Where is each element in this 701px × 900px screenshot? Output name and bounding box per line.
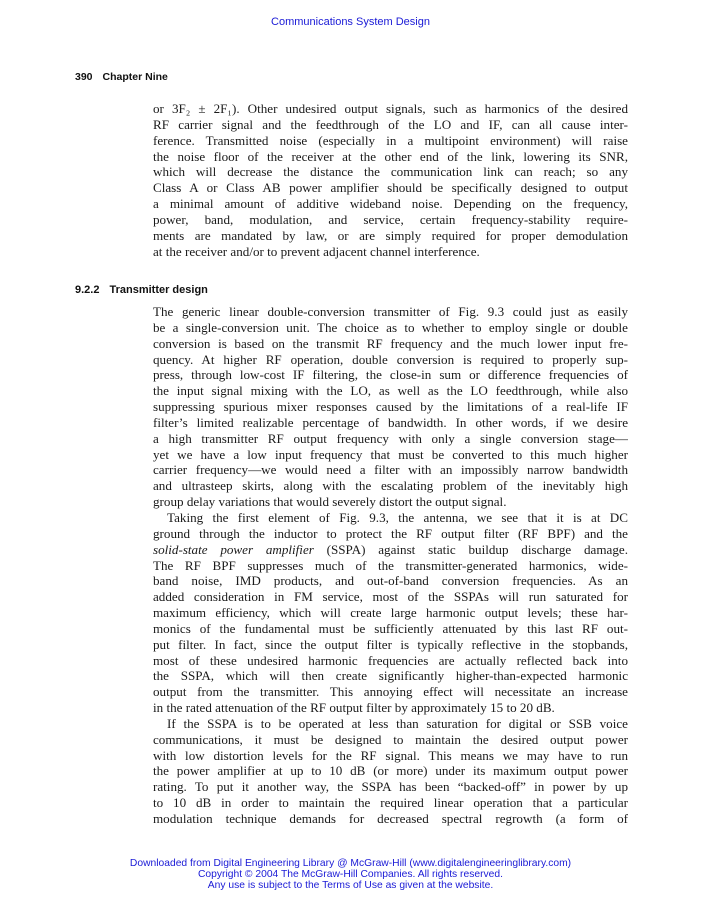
text-line: the input signal mixing with the LO, as well as the LO feedthrough, while also [153, 383, 628, 399]
text-line: output from the transmitter. This annoying effect will necessitate an increase [153, 684, 628, 700]
text-line: carrier frequency—we would need a filter with an impossibly narrow bandwidth [153, 462, 628, 478]
text-line: press, through low-cost IF filtering, the close-in sum or difference frequencies of [153, 367, 628, 383]
text-line: The generic linear double-conversion transmitter of Fig. 9.3 could just as easily [153, 304, 628, 319]
text-line: with low distortion levels for the RF signal. This means we may have to run [153, 747, 628, 763]
text-line: RF carrier signal and the feedthrough of the LO and IF, can all cause inter- [153, 116, 628, 132]
page-number: 390 [75, 71, 93, 83]
text-line: put filter. In fact, since the output filter is typically reflective in the stopbands, [153, 636, 628, 652]
footer-terms-link[interactable]: Any use is subject to the Terms of Use as given at the website. [207, 880, 494, 891]
text-line: which will decrease the distance the communication link can reach; so any [153, 164, 628, 180]
text-line: a minimal amount of additive wideband noise. Depending on the frequency, [153, 196, 628, 212]
text-line: modulation technique demands for decreased spectral regrowth (a form of [153, 811, 628, 826]
text-line: the SSPA, which will then create significantly higher-than-expected harmonic [153, 668, 628, 684]
running-head [75, 71, 168, 83]
text-line: added consideration in FM service, most of the SSPAs will run saturated for [153, 589, 628, 605]
text-line: be a single-conversion unit. The choice as to whether to employ single or double [153, 319, 628, 335]
footer [0, 858, 701, 891]
section-number: 9.2.2 [75, 284, 100, 296]
text-line: yet we have a low input frequency that must be converted to this much higher [153, 446, 628, 462]
text-line: maximum efficiency, which will create large harmonic output levels; these har- [153, 605, 628, 621]
text-line: The RF BPF suppresses much of the transmitter-generated harmonics, wide- [153, 557, 628, 573]
text-line: rating. To put it another way, the SSPA has been “backed-off” in power by up [153, 779, 628, 795]
text-line: suppressing spurious mixer responses caused by the limitations of a real-life IF [153, 399, 628, 415]
text-line: communications, it must be designed to maintain the desired output power [153, 731, 628, 747]
text-line: solid-state power amplifier (SSPA) against static buildup discharge damage. [153, 541, 628, 557]
intro-paragraph [153, 101, 628, 259]
text-line: If the SSPA is to be operated at less than saturation for digital or SSB voice [167, 715, 628, 731]
text-line: the noise floor of the receiver at the other end of the link, lowering its SNR, [153, 148, 628, 164]
text-line: conversion is based on the transmit RF frequency and the much lower input fre- [153, 335, 628, 351]
text-line: quency. At higher RF operation, double conversion is required to properly sup- [153, 351, 628, 367]
text-line: the power amplifier at up to 10 dB (or more) under its maximum output power [153, 763, 628, 779]
text-line: ments are mandated by law, or are simply required for proper demodulation [153, 227, 628, 243]
text-line: filter’s limited realizable percentage of bandwidth. In other words, if we desire [153, 414, 628, 430]
section-title: Transmitter design [109, 284, 208, 296]
text-line: ference. Transmitted noise (especially in a multipoint environment) will raise [153, 132, 628, 148]
text-line: power, band, modulation, and service, certain frequency-stability require- [153, 211, 628, 227]
text-line: or 3F₂ ± 2F₁). Other undesired output signals, such as harmonics of the desired [153, 101, 628, 116]
book-title-link[interactable]: Communications System Design [271, 16, 430, 28]
text-line: at the receiver and/or to prevent adjacent channel interference. [153, 243, 480, 259]
footer-copyright[interactable]: Copyright © 2004 The McGraw-Hill Companies. All rights reserved. [198, 869, 503, 880]
text-line: to 10 dB in order to maintain the required linear operation that a particular [153, 795, 628, 811]
text-line: most of these undesired harmonic frequencies are actually reflected back into [153, 652, 628, 668]
text-line: Taking the first element of Fig. 9.3, the antenna, we see that it is at DC [167, 509, 628, 525]
text-line: a high transmitter RF output frequency with only a single conversion stage— [153, 430, 628, 446]
section-heading [75, 284, 208, 296]
chapter-label: Chapter Nine [102, 71, 168, 83]
section-body [153, 304, 628, 827]
text-line: ground through the inductor to protect the RF output filter (RF BPF) and the [153, 525, 628, 541]
text-line: and ultrasteep skirts, along with the escalating problem of the inevitably high [153, 478, 628, 494]
footer-download-link[interactable]: Downloaded from Digital Engineering Library @ McGraw-Hill (www.digitalengineeringlibrary.com) [129, 858, 572, 869]
text-line: monics of the fundamental must be sufficiently attenuated by this last RF out- [153, 620, 628, 636]
text-line: group delay variations that would severely distort the output signal. [153, 494, 507, 510]
text-line: Class A or Class AB power amplifier should be specifically designed to output [153, 180, 628, 196]
italic-term: solid-state power amplifier [153, 541, 314, 557]
text-line: band noise, IMD products, and out-of-band conversion frequencies. As an [153, 573, 628, 589]
text-line: in the rated attenuation of the RF output filter by approximately 15 to 20 dB. [153, 700, 555, 716]
